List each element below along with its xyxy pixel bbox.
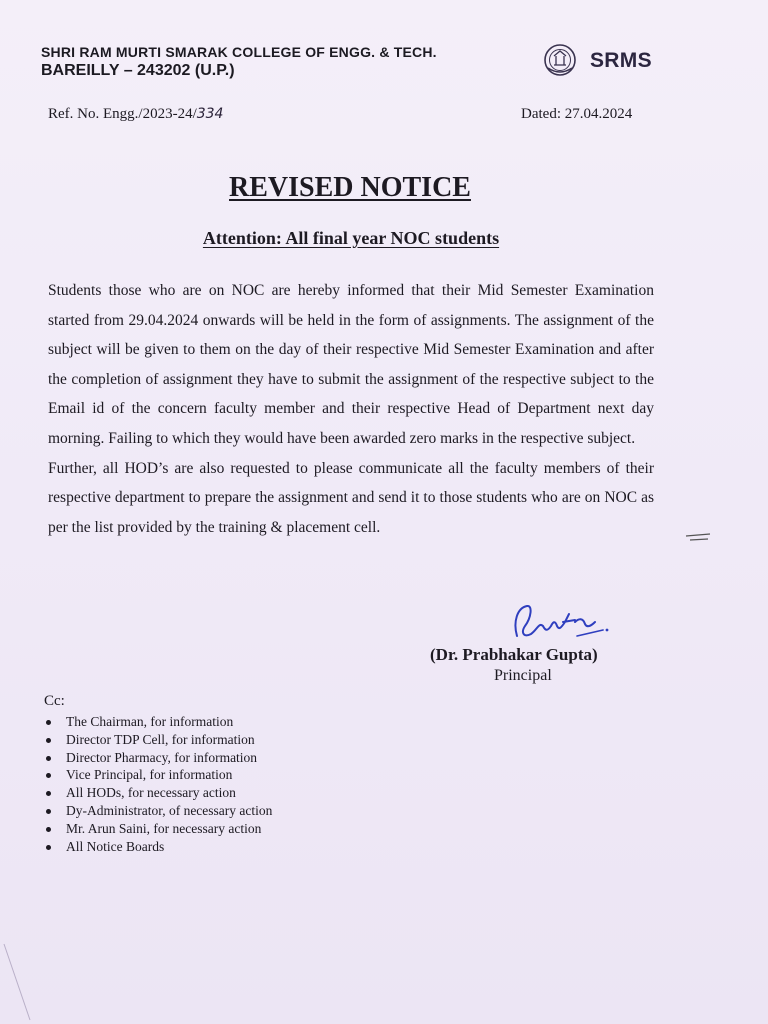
reference-prefix: Ref. No. Engg./2023-24/ — [48, 106, 197, 122]
college-address: BAREILLY – 243202 (U.P.) — [41, 62, 235, 79]
notice-body — [48, 276, 654, 542]
logo-wordmark: SRMS — [590, 49, 652, 72]
cc-item: Director TDP Cell, for information — [44, 731, 272, 749]
cc-label: Cc: — [44, 693, 65, 709]
cc-item: Dy-Administrator, of necessary action — [44, 802, 272, 820]
body-paragraph-2: Further, all HOD’s are also requested to please communicate all the faculty members of their respective department to prepare the assignment and send it to those students who are on NOC as per the list provided by the training & placement cell. — [48, 459, 654, 536]
college-name: SHRI RAM MURTI SMARAK COLLEGE OF ENGG. & TECH. — [41, 44, 437, 60]
notice-date: Dated: 27.04.2024 — [521, 106, 633, 122]
scan-mark — [680, 520, 720, 550]
notice-title: REVISED NOTICE — [229, 172, 471, 203]
cc-item: The Chairman, for information — [44, 713, 272, 731]
reference-number — [48, 106, 223, 123]
reference-handwritten-number: 334 — [196, 106, 224, 122]
handwritten-signature — [503, 600, 613, 648]
signatory-name: (Dr. Prabhakar Gupta) — [430, 645, 598, 664]
cc-item: All Notice Boards — [44, 838, 272, 856]
body-paragraph-1: Students those who are on NOC are hereby informed that their Mid Semester Examination started from 29.04.2024 onwards will be held in the form of assignments. The assignment of the subject will be given to them on the day of their respective Mid Semester Examination and after the completion of assignment they have to submit the assignment of the respective subject to the Email id of the concern faculty member and their respective Head of Department next day morning. Failing to which they would have been awarded zero marks in the respective subject. — [48, 282, 654, 447]
notice-subtitle: Attention: All final year NOC students — [202, 228, 500, 248]
signatory-designation: Principal — [494, 667, 552, 684]
scan-edge-mark — [0, 940, 40, 1024]
cc-item: Vice Principal, for information — [44, 766, 272, 784]
cc-item: All HODs, for necessary action — [44, 784, 272, 802]
cc-item: Mr. Arun Saini, for necessary action — [44, 820, 272, 838]
cc-item: Director Pharmacy, for information — [44, 749, 272, 767]
cc-list — [44, 713, 272, 855]
